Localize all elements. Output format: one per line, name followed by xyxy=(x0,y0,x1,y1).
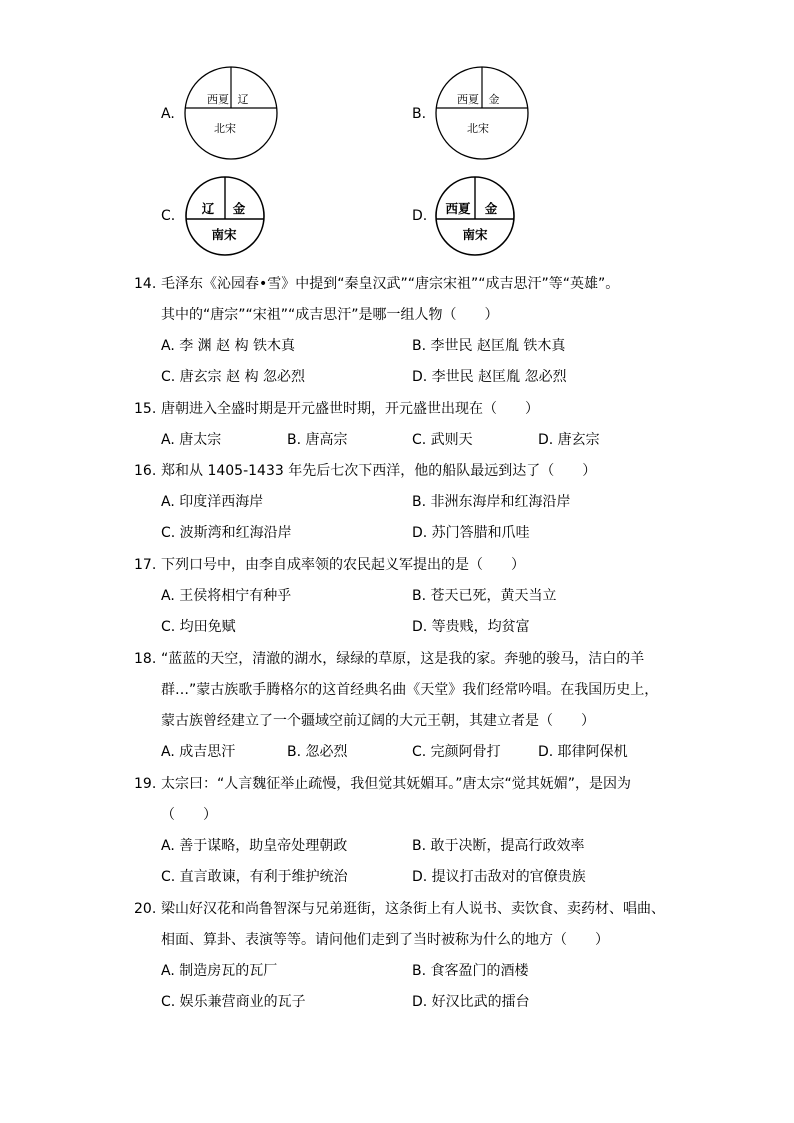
option-d: D. 苏门答腊和爪哇 xyxy=(412,525,530,541)
map-diagram xyxy=(434,65,530,161)
question-number: 18. xyxy=(134,651,157,667)
question-number: 15. xyxy=(134,401,157,417)
question-text: 唐朝进入全盛时期是开元盛世时期，开元盛世出现在（ ） xyxy=(161,401,539,417)
option-d: D. 李世民 赵匡胤 忽必烈 xyxy=(412,369,567,385)
option-b: B. 非洲东海岸和红海沿岸 xyxy=(412,494,571,510)
map-diagram xyxy=(184,175,266,257)
option-c: C. 武则天 xyxy=(412,432,473,448)
option-b: B. 苍天已死，黄天当立 xyxy=(412,588,557,604)
question-text: 其中的“唐宗”“宋祖”“成吉思汗”是哪一组人物（ ） xyxy=(161,307,499,323)
option-letter: D. xyxy=(412,208,428,224)
question-text: 太宗曰：“人言魏征举止疏慢，我但觉其妩媚耳。”唐太宗“觉其妩媚”，是因为 xyxy=(161,776,632,792)
option-c: C. 娱乐兼营商业的瓦子 xyxy=(161,994,306,1010)
question-number: 16. xyxy=(134,463,157,479)
option-b: B. 敢于决断，提高行政效率 xyxy=(412,838,585,854)
option-letter: B. xyxy=(412,106,427,122)
region-label: 金 xyxy=(232,201,246,216)
region-label: 北宋 xyxy=(214,122,236,135)
region-label: 北宋 xyxy=(467,122,489,135)
question-text: 毛泽东《沁园春•雪》中提到“秦皇汉武”“唐宗宋祖”“成吉思汗”等“英雄”。 xyxy=(161,276,620,292)
option-c: C. 唐玄宗 赵 构 忽必烈 xyxy=(161,369,306,385)
region-label: 南宋 xyxy=(211,227,237,242)
option-a: A. 印度洋西海岸 xyxy=(161,494,264,510)
question-number: 17. xyxy=(134,557,157,573)
option-d: D. 提议打击敌对的官僚贵族 xyxy=(412,869,586,885)
option-a: A. 善于谋略，助皇帝处理朝政 xyxy=(161,838,348,854)
option-a: A. 李 渊 赵 构 铁木真 xyxy=(161,338,296,354)
option-a: A. 制造房瓦的瓦厂 xyxy=(161,963,278,979)
region-label: 辽 xyxy=(201,201,215,216)
option-b: B. 李世民 赵匡胤 铁木真 xyxy=(412,338,566,354)
option-c: C. 均田免赋 xyxy=(161,619,236,635)
question-text: （ ） xyxy=(161,807,217,823)
question-text: 相面、算卦、表演等等。请问他们走到了当时被称为什么的地方（ ） xyxy=(161,932,609,948)
option-letter: A. xyxy=(161,106,175,122)
option-d: D. 好汉比武的擂台 xyxy=(412,994,530,1010)
question-text: 蒙古族曾经建立了一个疆域空前辽阔的大元王朝，其建立者是（ ） xyxy=(161,713,595,729)
option-c: C. 波斯湾和红海沿岸 xyxy=(161,525,292,541)
region-label: 金 xyxy=(488,93,500,106)
region-label: 西夏 xyxy=(445,201,471,216)
map-diagram xyxy=(183,65,279,161)
question-text: 群…”蒙古族歌手腾格尔的这首经典名曲《天堂》我们经常吟唱。在我国历史上， xyxy=(161,682,659,698)
region-label: 西夏 xyxy=(207,93,229,106)
option-a: A. 唐太宗 xyxy=(161,432,222,448)
option-a: A. 王侯将相宁有种乎 xyxy=(161,588,292,604)
map-diagram xyxy=(434,175,516,257)
question-number: 20. xyxy=(134,901,157,917)
option-d: D. 等贵贱，均贫富 xyxy=(412,619,530,635)
question-text: “蓝蓝的天空，清澈的湖水，绿绿的草原，这是我的家。奔驰的骏马，洁白的羊 xyxy=(161,651,645,667)
region-label: 辽 xyxy=(237,93,249,106)
region-label: 西夏 xyxy=(457,93,479,106)
option-letter: C. xyxy=(161,208,176,224)
option-d: D. 耶律阿保机 xyxy=(538,744,628,760)
option-d: D. 唐玄宗 xyxy=(538,432,600,448)
question-number: 19. xyxy=(134,776,157,792)
question-number: 14. xyxy=(134,276,157,292)
option-c: C. 直言敢谏，有利于维护统治 xyxy=(161,869,348,885)
question-text: 下列口号中，由李自成率领的农民起义军提出的是（ ） xyxy=(161,557,525,573)
option-b: B. 忽必烈 xyxy=(287,744,348,760)
region-label: 南宋 xyxy=(462,227,488,242)
question-text: 郑和从 1405-1433 年先后七次下西洋，他的船队最远到达了（ ） xyxy=(161,463,597,479)
option-c: C. 完颜阿骨打 xyxy=(412,744,501,760)
option-b: B. 食客盈门的酒楼 xyxy=(412,963,529,979)
region-label: 金 xyxy=(484,201,498,216)
question-text: 梁山好汉花和尚鲁智深与兄弟逛街，这条街上有人说书、卖饮食、卖药材、唱曲、 xyxy=(161,901,665,917)
option-b: B. 唐高宗 xyxy=(287,432,348,448)
option-a: A. 成吉思汗 xyxy=(161,744,236,760)
